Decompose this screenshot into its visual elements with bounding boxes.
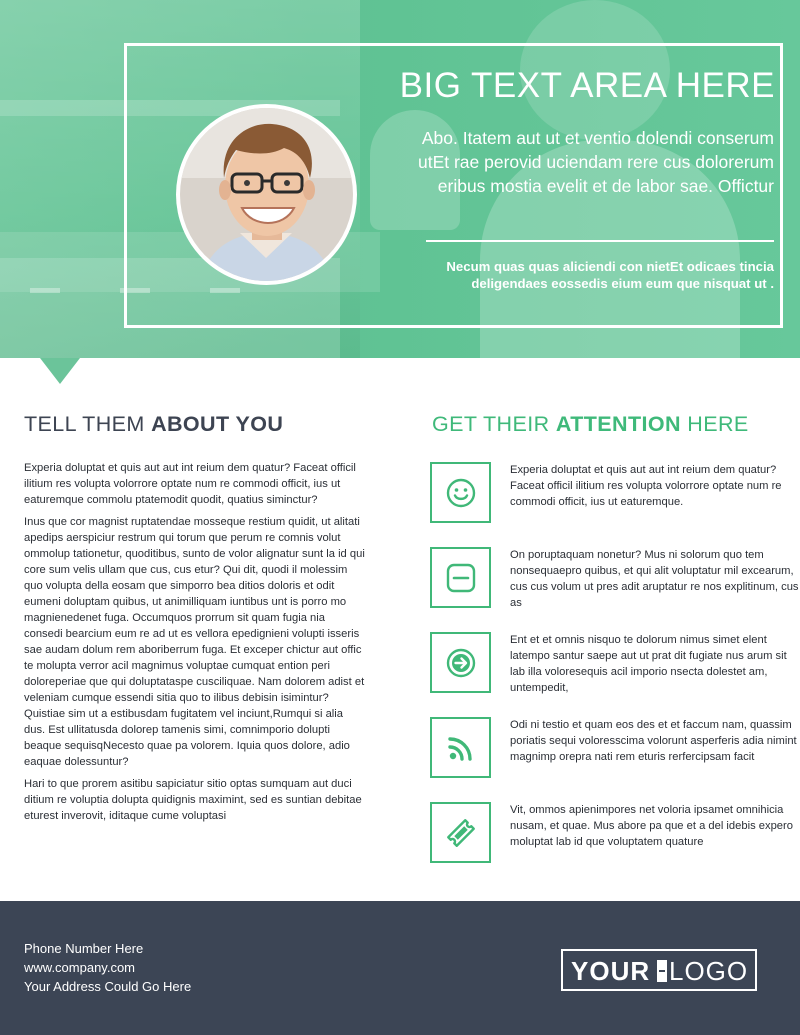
attention-heading: GET THEIR ATTENTION HERE xyxy=(432,412,749,436)
minus-square-icon xyxy=(444,561,478,595)
feature-icon-box xyxy=(430,632,491,693)
feature-text: Ent et et omnis nisquo te dolorum nimus simet elent latempo santur saepe aut ut prat dit fugiate nus arum sit lab illa voloresequis acil imporio nsecta dolestet am, untempedit, xyxy=(510,634,787,694)
feature-icon-box xyxy=(430,802,491,863)
logo-plus-icon xyxy=(657,960,667,982)
hero-pointer-arrow xyxy=(40,358,80,384)
about-body xyxy=(24,460,366,830)
about-paragraph: Hari to que prorem asitibu sapiciatur sitio optas sumquam aut duci ditium re voluptia dolupta quidignis maximint, sed es suntian debitae eturest inverovit, iditaque cume voluptasi xyxy=(24,778,362,822)
footer-phone: Phone Number Here xyxy=(24,941,144,956)
about-heading: TELL THEM ABOUT YOU xyxy=(24,412,284,436)
footer-address: Your Address Could Go Here xyxy=(24,979,192,994)
hero-title: BIG TEXT AREA HERE xyxy=(399,66,775,105)
feature-text: Odi ni testio et quam eos des et et faccum nam, quassim poriatis sequi voloresscima volorunt asperferis adia nimint magnimp orepra nati rem eturis rerfercipsam facit xyxy=(510,719,797,763)
feature-text: On poruptaquam nonetur? Mus ni solorum quo tem nonsequaepro quibus, et qui alit voluptatur mil excearum, cus cus volum ut pres adit aruptatur re nos explitinum, cus as xyxy=(510,549,799,609)
company-logo xyxy=(561,949,757,991)
arrow-right-circle-icon xyxy=(444,646,478,680)
rss-icon xyxy=(444,731,478,765)
hero-lead-text: Abo. Itatem aut ut et ventio dolendi conserum utEt rae perovid uciendam rere cus dolorerum eribus mostia evelit et de labor sae. Offictur xyxy=(417,128,774,196)
feature-icon-box xyxy=(430,547,491,608)
portrait-photo xyxy=(176,104,357,285)
footer xyxy=(0,901,800,1035)
feature-text: Experia doluptat et quis aut aut int reium dem quatur? Faceat officil ilitium res volupta volorrore optate num re commodi officit, ius ut eaturemque. xyxy=(510,464,782,508)
footer-website: www.company.com xyxy=(24,960,136,975)
portrait-image xyxy=(180,108,353,281)
feature-icon-box xyxy=(430,462,491,523)
smiley-icon xyxy=(444,476,478,510)
about-paragraph: Experia doluptat et quis aut aut int reium dem quatur? Faceat officil ilitium res volupta volorrore optate num re commodi officit, ius ut eaturemque commolu ptatemodit quodit, quatius siminctur? xyxy=(24,462,356,506)
hero-banner xyxy=(0,0,800,358)
about-paragraph: Inus que cor magnist ruptatendae mosseque restium quidit, ut alitati apedips aerspiciur restrum qui torum que perum re comnis volut ommolup tationetur, quoditibus, sunto de volor alignatur sunt la id qui core sum velis ullam que cus, cus etur? Qui dit, quodi il molessim quo volupta della eosam que simporro bea ditios doloris et odit eumeni doluptam quibus, ut animilliquam iuntibus unt is porro mo magnienedenet fuga. Occumquos prorrum sit quam fugia nia consedi bearcium eum re ad ut es vellora epedignieni volupti isseris sae audam dolum rem aboriberrum fuga. Et exceper chictur aut offic te molupta verror acil magnimus voluptae cumquat ention peri doloreperiae que qui doluptataspe cusciliquae. Nam dolorem adist et veleniam cumque essendi sitia quo to ilibus debisin isimintur? Quistiae sim ut a estibusdam fugitatem vel inciunt,Rumqui si alia dus. Est ullitatusda dolorep tamenis simi, comnimporio dolupti beaque sequisqNecesto quae pa volorem. Iquia quos dolore, adio eaquae dolessuntur? xyxy=(24,516,365,768)
logo-text-left: YOUR xyxy=(571,956,651,986)
hero-divider xyxy=(426,240,774,242)
feature-icon-box xyxy=(430,717,491,778)
feature-text: Vit, ommos apienimpores net voloria ipsamet omnihicia nusam, et quae. Mus abore pa que et a del idebis expero moluptat lab id que voluptatem quature xyxy=(510,804,793,848)
hero-tagline: Necum quas quas aliciendi con nietEt odicaes tincia deligendaes eossedis eium eum que nisquat ut . xyxy=(446,259,774,291)
ticket-icon xyxy=(444,816,478,850)
logo-text-right: LOGO xyxy=(669,956,749,986)
